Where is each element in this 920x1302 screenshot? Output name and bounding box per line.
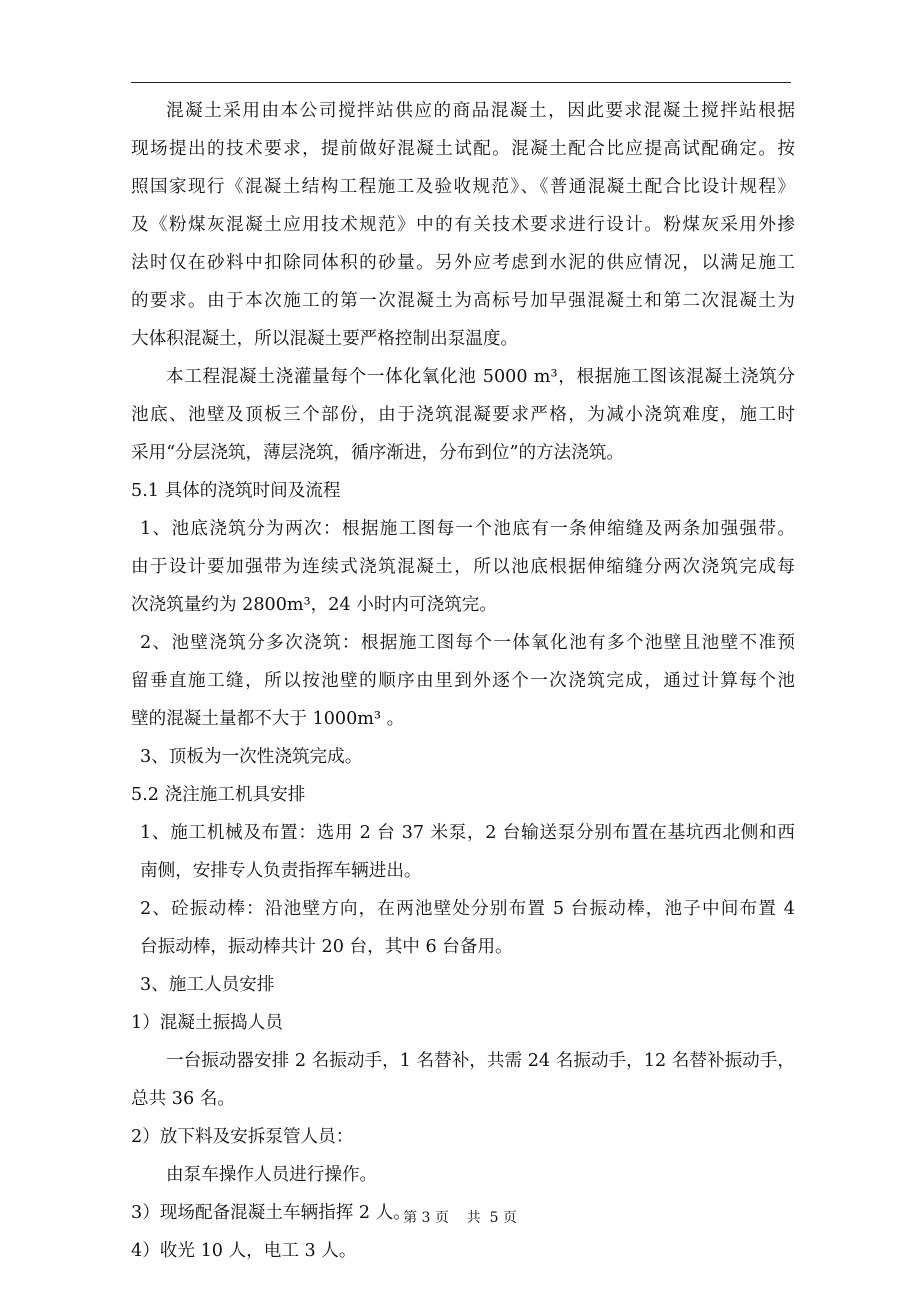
page-number: 第 3 页 共 5 页 (403, 1210, 517, 1226)
sub-item-title: 2）放下料及安拆泵管人员： (131, 1127, 354, 1147)
list-item-continuation: 南侧，安排专人负责指挥车辆进出。 (140, 861, 422, 881)
paragraph-line: 本工程混凝土浇灌量每个一体化氧化池 5000 m³，根据施工图该混凝土浇筑分 (166, 367, 795, 387)
section-heading-5-1: 5.1 具体的浇筑时间及流程 (131, 481, 341, 501)
paragraph-line: 一台振动器安排 2 名振动手，1 名替补，共需 24 名振动手，12 名替补振动手， (166, 1051, 795, 1071)
header-rule (131, 82, 791, 83)
paragraph-line: 照国家现行《混凝土结构工程施工及验收规范》、《普通混凝土配合比设计规程》 (131, 177, 795, 197)
sub-item-title: 3）现场配备混凝土车辆指挥 2 人。 (131, 1203, 411, 1223)
paragraph-line: 由泵车操作人员进行操作。 (166, 1165, 378, 1185)
section-heading-5-2: 5.2 浇注施工机具安排 (131, 785, 306, 805)
paragraph-line: 池底、池壁及顶板三个部份，由于浇筑混凝要求严格，为减小浇筑难度，施工时 (131, 405, 795, 425)
page-footer (0, 1208, 920, 1228)
paragraph-line: 法时仅在砂料中扣除同体积的砂量。另外应考虑到水泥的供应情况，以满足施工 (131, 253, 795, 273)
list-item-continuation: 台振动棒，振动棒共计 20 台，其中 6 台备用。 (140, 937, 513, 957)
list-item: 2、池壁浇筑分多次浇筑：根据施工图每个一体氧化池有多个池壁且池壁不准预 (140, 633, 795, 653)
list-item: 3、施工人员安排 (140, 975, 275, 995)
sub-item-title: 1）混凝土振捣人员 (131, 1013, 283, 1033)
list-item: 1、池底浇筑分为两次：根据施工图每一个池底有一条伸缩缝及两条加强强带。 (140, 519, 795, 539)
list-item-continuation: 留垂直施工缝，所以按池壁的顺序由里到外逐个一次浇筑完成，通过计算每个池 (131, 671, 795, 691)
paragraph-line: 的要求。由于本次施工的第一次混凝土为高标号加早强混凝土和第二次混凝土为 (131, 291, 795, 311)
paragraph-line: 及《粉煤灰混凝土应用技术规范》中的有关技术要求进行设计。粉煤灰采用外掺 (131, 215, 795, 235)
paragraph-line: 总共 36 名。 (131, 1089, 235, 1109)
paragraph-line: 大体积混凝土，所以混凝土要严格控制出泵温度。 (131, 329, 519, 349)
list-item: 2、砼振动棒：沿池壁方向，在两池壁处分别布置 5 台振动棒，池子中间布置 4 (140, 899, 795, 919)
paragraph-line: 采用“分层浇筑，薄层浇筑，循序渐进，分布到位”的方法浇筑。 (131, 443, 625, 463)
list-item: 3、顶板为一次性浇筑完成。 (140, 747, 363, 767)
document-body (131, 92, 795, 1270)
paragraph-line: 混凝土采用由本公司搅拌站供应的商品混凝土，因此要求混凝土搅拌站根据 (166, 101, 795, 121)
paragraph-line: 现场提出的技术要求，提前做好混凝土试配。混凝土配合比应提高试配确定。按 (131, 139, 795, 159)
list-item-continuation: 由于设计要加强带为连续式浇筑混凝土，所以池底根据伸缩缝分两次浇筑完成每 (131, 557, 795, 577)
sub-item-title: 4）收光 10 人，电工 3 人。 (131, 1241, 357, 1261)
list-item: 1、施工机械及布置：选用 2 台 37 米泵，2 台输送泵分别布置在基坑西北侧和西 (140, 823, 795, 843)
list-item-continuation: 次浇筑量约为 2800m³，24 小时内可浇筑完。 (131, 595, 497, 615)
list-item-continuation: 壁的混凝土量都不大于 1000m³ 。 (131, 709, 405, 729)
